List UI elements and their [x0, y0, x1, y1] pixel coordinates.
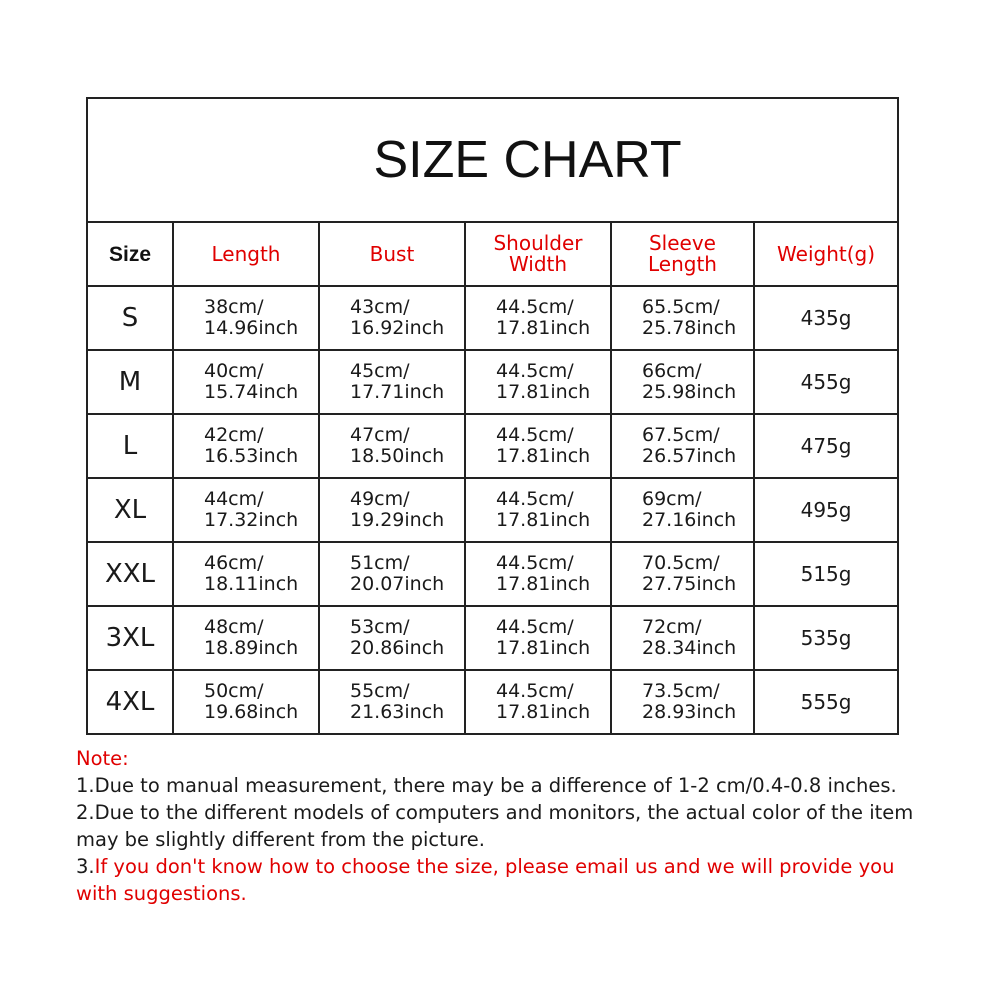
note-3-text: If you don't know how to choose the size, please email us and we will provide you [94, 855, 895, 878]
length-cell-inch: 18.89inch [204, 637, 299, 659]
header-sleeve-line2: Length [648, 252, 717, 276]
shoulder-width-cell [465, 286, 611, 350]
length-cell-inch: 16.53inch [204, 445, 299, 467]
size-label: XXL [87, 542, 173, 606]
bust-cell-cm: 51cm/ [350, 552, 410, 574]
note-2-line2: may be slightly different from the picture. [76, 828, 485, 851]
bust-cell [319, 286, 465, 350]
sleeve-length-cell [611, 478, 754, 542]
shoulder-width-cell-inch: 17.81inch [496, 445, 591, 467]
bust-cell-inch: 19.29inch [350, 509, 445, 531]
shoulder-width-cell-cm: 44.5cm/ [496, 552, 574, 574]
bust-cell-inch: 18.50inch [350, 445, 445, 467]
chart-title: SIZE CHART [373, 131, 682, 189]
notes-section [76, 745, 936, 907]
shoulder-width-cell-inch: 17.81inch [496, 637, 591, 659]
length-cell [173, 414, 319, 478]
shoulder-width-cell [465, 414, 611, 478]
length-cell-cm: 42cm/ [204, 424, 264, 446]
length-cell-cm: 46cm/ [204, 552, 264, 574]
bust-cell-inch: 20.86inch [350, 637, 445, 659]
header-size: Size [87, 222, 173, 286]
shoulder-width-cell-cm: 44.5cm/ [496, 616, 574, 638]
table-row [87, 542, 898, 606]
header-sleeve-line1: Sleeve [648, 231, 716, 255]
note-1: 1.Due to manual measurement, there may be a difference of 1-2 cm/0.4-0.8 inches. [76, 774, 897, 797]
table-row [87, 670, 898, 734]
weight-cell: 475g [754, 414, 898, 478]
length-cell [173, 286, 319, 350]
notes-heading: Note: [76, 747, 129, 770]
bust-cell-inch: 17.71inch [350, 381, 445, 403]
bust-cell [319, 606, 465, 670]
weight-cell: 495g [754, 478, 898, 542]
note-2-line1: 2.Due to the different models of computers and monitors, the actual color of the item [76, 801, 914, 824]
sleeve-length-cell-cm: 66cm/ [642, 360, 702, 382]
length-cell-inch: 17.32inch [204, 509, 299, 531]
size-label: M [87, 350, 173, 414]
weight-cell: 435g [754, 286, 898, 350]
header-sleeve-length [611, 222, 754, 286]
sleeve-length-cell-cm: 70.5cm/ [642, 552, 720, 574]
header-bust: Bust [319, 222, 465, 286]
table-row [87, 478, 898, 542]
title-cell [87, 98, 898, 222]
bust-cell-inch: 16.92inch [350, 317, 445, 339]
sleeve-length-cell-cm: 65.5cm/ [642, 296, 720, 318]
bust-cell-inch: 20.07inch [350, 573, 445, 595]
bust-cell [319, 350, 465, 414]
length-cell [173, 542, 319, 606]
length-cell-inch: 14.96inch [204, 317, 299, 339]
header-weight: Weight(g) [754, 222, 898, 286]
sleeve-length-cell [611, 670, 754, 734]
size-label: XL [87, 478, 173, 542]
sleeve-length-cell [611, 414, 754, 478]
length-cell-cm: 48cm/ [204, 616, 264, 638]
sleeve-length-cell-inch: 28.93inch [642, 701, 737, 723]
shoulder-width-cell [465, 606, 611, 670]
sleeve-length-cell-inch: 27.75inch [642, 573, 737, 595]
shoulder-width-cell [465, 670, 611, 734]
size-rows [87, 286, 898, 734]
length-cell [173, 606, 319, 670]
weight-cell: 555g [754, 670, 898, 734]
header-row [87, 222, 898, 286]
sleeve-length-cell-inch: 28.34inch [642, 637, 737, 659]
bust-cell-cm: 49cm/ [350, 488, 410, 510]
length-cell-inch: 19.68inch [204, 701, 299, 723]
bust-cell [319, 478, 465, 542]
shoulder-width-cell-inch: 17.81inch [496, 701, 591, 723]
length-cell-cm: 44cm/ [204, 488, 264, 510]
size-chart-table [86, 97, 899, 735]
header-shoulder-line2: Width [508, 252, 568, 276]
sleeve-length-cell-inch: 26.57inch [642, 445, 737, 467]
shoulder-width-cell-inch: 17.81inch [496, 317, 591, 339]
table-row [87, 606, 898, 670]
bust-cell-cm: 53cm/ [350, 616, 410, 638]
length-cell [173, 670, 319, 734]
sleeve-length-cell [611, 606, 754, 670]
shoulder-width-cell-inch: 17.81inch [496, 509, 591, 531]
header-length: Length [173, 222, 319, 286]
bust-cell-cm: 55cm/ [350, 680, 410, 702]
length-cell-cm: 38cm/ [204, 296, 264, 318]
length-cell-cm: 40cm/ [204, 360, 264, 382]
shoulder-width-cell-cm: 44.5cm/ [496, 296, 574, 318]
sleeve-length-cell [611, 350, 754, 414]
table-row [87, 350, 898, 414]
sleeve-length-cell-cm: 72cm/ [642, 616, 702, 638]
length-cell-inch: 18.11inch [204, 573, 299, 595]
sleeve-length-cell [611, 286, 754, 350]
table-row [87, 414, 898, 478]
bust-cell [319, 414, 465, 478]
bust-cell [319, 542, 465, 606]
length-cell-cm: 50cm/ [204, 680, 264, 702]
bust-cell-inch: 21.63inch [350, 701, 445, 723]
shoulder-width-cell-cm: 44.5cm/ [496, 488, 574, 510]
weight-cell: 535g [754, 606, 898, 670]
size-label: 3XL [87, 606, 173, 670]
header-shoulder-width [465, 222, 611, 286]
length-cell [173, 478, 319, 542]
length-cell [173, 350, 319, 414]
shoulder-width-cell-inch: 17.81inch [496, 573, 591, 595]
sleeve-length-cell-inch: 25.78inch [642, 317, 737, 339]
shoulder-width-cell [465, 542, 611, 606]
shoulder-width-cell-inch: 17.81inch [496, 381, 591, 403]
note-3-line1 [76, 853, 936, 880]
shoulder-width-cell [465, 478, 611, 542]
note-3-line2: with suggestions. [76, 882, 247, 905]
sleeve-length-cell-cm: 73.5cm/ [642, 680, 720, 702]
bust-cell-cm: 43cm/ [350, 296, 410, 318]
table-row [87, 286, 898, 350]
size-label: 4XL [87, 670, 173, 734]
bust-cell [319, 670, 465, 734]
sleeve-length-cell-cm: 69cm/ [642, 488, 702, 510]
bust-cell-cm: 47cm/ [350, 424, 410, 446]
sleeve-length-cell [611, 542, 754, 606]
shoulder-width-cell-cm: 44.5cm/ [496, 680, 574, 702]
header-shoulder-line1: Shoulder [493, 231, 583, 255]
shoulder-width-cell-cm: 44.5cm/ [496, 360, 574, 382]
shoulder-width-cell-cm: 44.5cm/ [496, 424, 574, 446]
length-cell-inch: 15.74inch [204, 381, 299, 403]
weight-cell: 455g [754, 350, 898, 414]
sleeve-length-cell-inch: 25.98inch [642, 381, 737, 403]
size-label: L [87, 414, 173, 478]
sleeve-length-cell-inch: 27.16inch [642, 509, 737, 531]
shoulder-width-cell [465, 350, 611, 414]
sleeve-length-cell-cm: 67.5cm/ [642, 424, 720, 446]
note-3-prefix: 3. [76, 855, 95, 878]
bust-cell-cm: 45cm/ [350, 360, 410, 382]
weight-cell: 515g [754, 542, 898, 606]
size-label: S [87, 286, 173, 350]
